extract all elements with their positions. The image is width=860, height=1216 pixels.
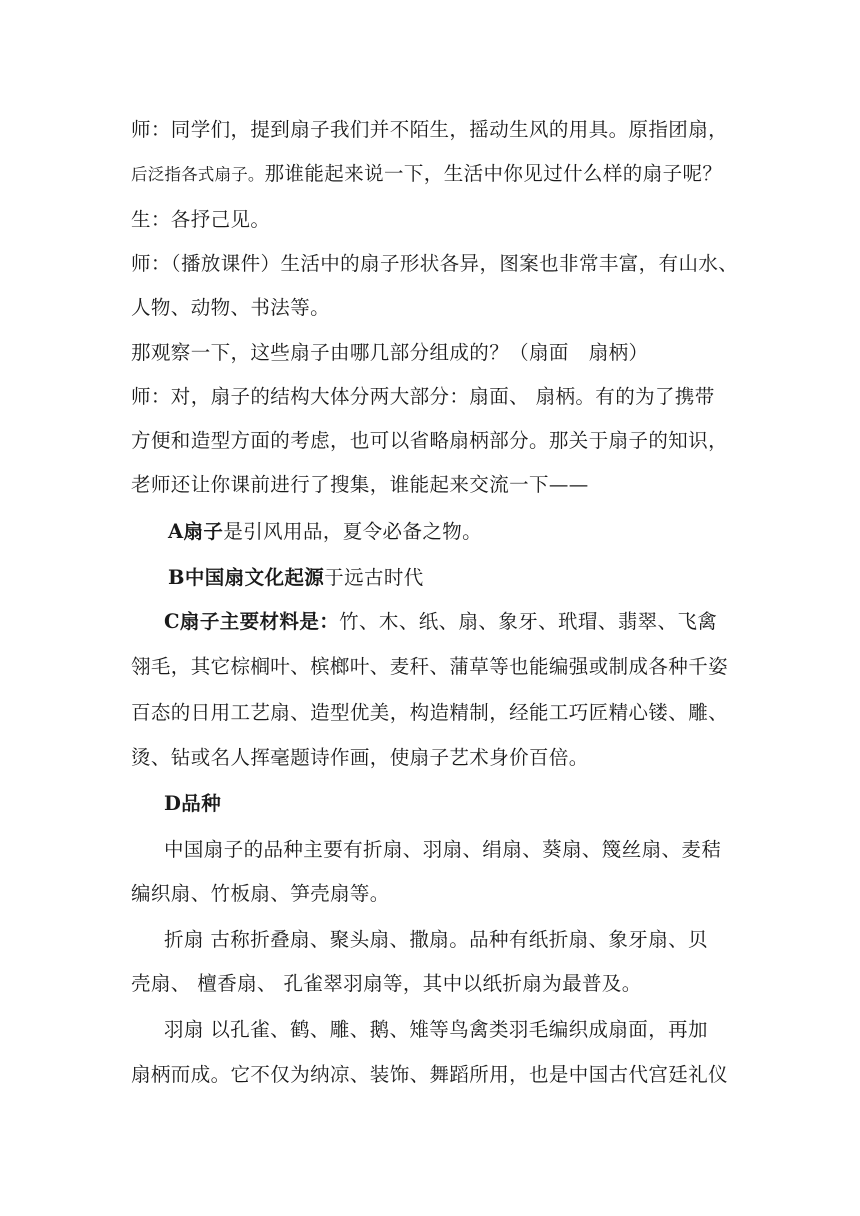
text-line: 编织扇、竹板扇、笋壳扇等。 — [131, 882, 390, 905]
bold-span: A扇子 — [168, 520, 224, 543]
bold-span: B中国扇文化起源 — [168, 566, 325, 589]
bold-span: C扇子主要材料是： — [164, 610, 340, 633]
text-line: 方便和造型方面的考虑，也可以省略扇柄部分。那关于扇子的知识， — [131, 429, 729, 452]
text-span: 于远古时代 — [324, 566, 424, 589]
text-line: 师：对，扇子的结构大体分两大部分：扇面、 扇柄。有的为了携带 — [131, 385, 715, 408]
text-line: 折扇 古称折叠扇、聚头扇、撒扇。品种有纸折扇、象牙扇、贝 — [164, 928, 708, 951]
text-line — [131, 161, 722, 188]
text-line: 翎毛，其它棕榈叶、槟榔叶、麦秆、蒲草等也能编强或制成各种千姿 — [131, 655, 729, 678]
text-line: 壳扇、 檀香扇、 孔雀翠羽扇等，其中以纸折扇为最普及。 — [131, 972, 642, 995]
text-line-item-d — [164, 791, 221, 817]
text-line: 师：同学们，提到扇子我们并不陌生，摇动生风的用具。原指团扇， — [131, 118, 729, 141]
text-line: 老师还让你课前进行了搜集，谁能起来交流一下—— — [131, 473, 589, 496]
text-line: 中国扇子的品种主要有折扇、羽扇、绢扇、葵扇、篾丝扇、麦秸 — [164, 838, 722, 861]
text-line: 生：各抒己见。 — [131, 208, 271, 231]
text-line-item-c — [164, 609, 717, 635]
text-line: 百态的日用工艺扇、造型优美，构造精制，经能工巧匠精心镂、雕、 — [131, 701, 729, 724]
bold-span: D品种 — [164, 792, 222, 815]
text-span: 是引风用品，夏令必备之物。 — [223, 520, 483, 543]
text-line: 人物、动物、书法等。 — [131, 296, 331, 319]
text-line: 师：（播放课件）生活中的扇子形状各异，图案也非常丰富，有山水、 — [131, 252, 739, 275]
text-span: 那谁能起来说一下，生活中你见过什么样的扇子呢？ — [264, 162, 723, 185]
text-line-item-a — [168, 519, 482, 545]
text-line: 羽扇 以孔雀、鹤、雕、鹅、雉等鸟禽类羽毛编织成扇面，再加 — [164, 1018, 708, 1041]
text-line: 扇柄而成。它不仅为纳凉、装饰、舞蹈所用，也是中国古代宫廷礼仪 — [131, 1063, 729, 1086]
text-line: 烫、钻或名人挥毫题诗作画，使扇子艺术身价百倍。 — [131, 746, 589, 769]
text-line: 那观察一下，这些扇子由哪几部分组成的？（扇面 扇柄） — [131, 341, 649, 364]
text-line-item-b — [168, 565, 424, 591]
text-span: 竹、木、纸、扇、象牙、玳瑁、翡翠、飞禽 — [339, 610, 718, 633]
text-small-span: 后泛指各式扇子。 — [131, 165, 265, 184]
